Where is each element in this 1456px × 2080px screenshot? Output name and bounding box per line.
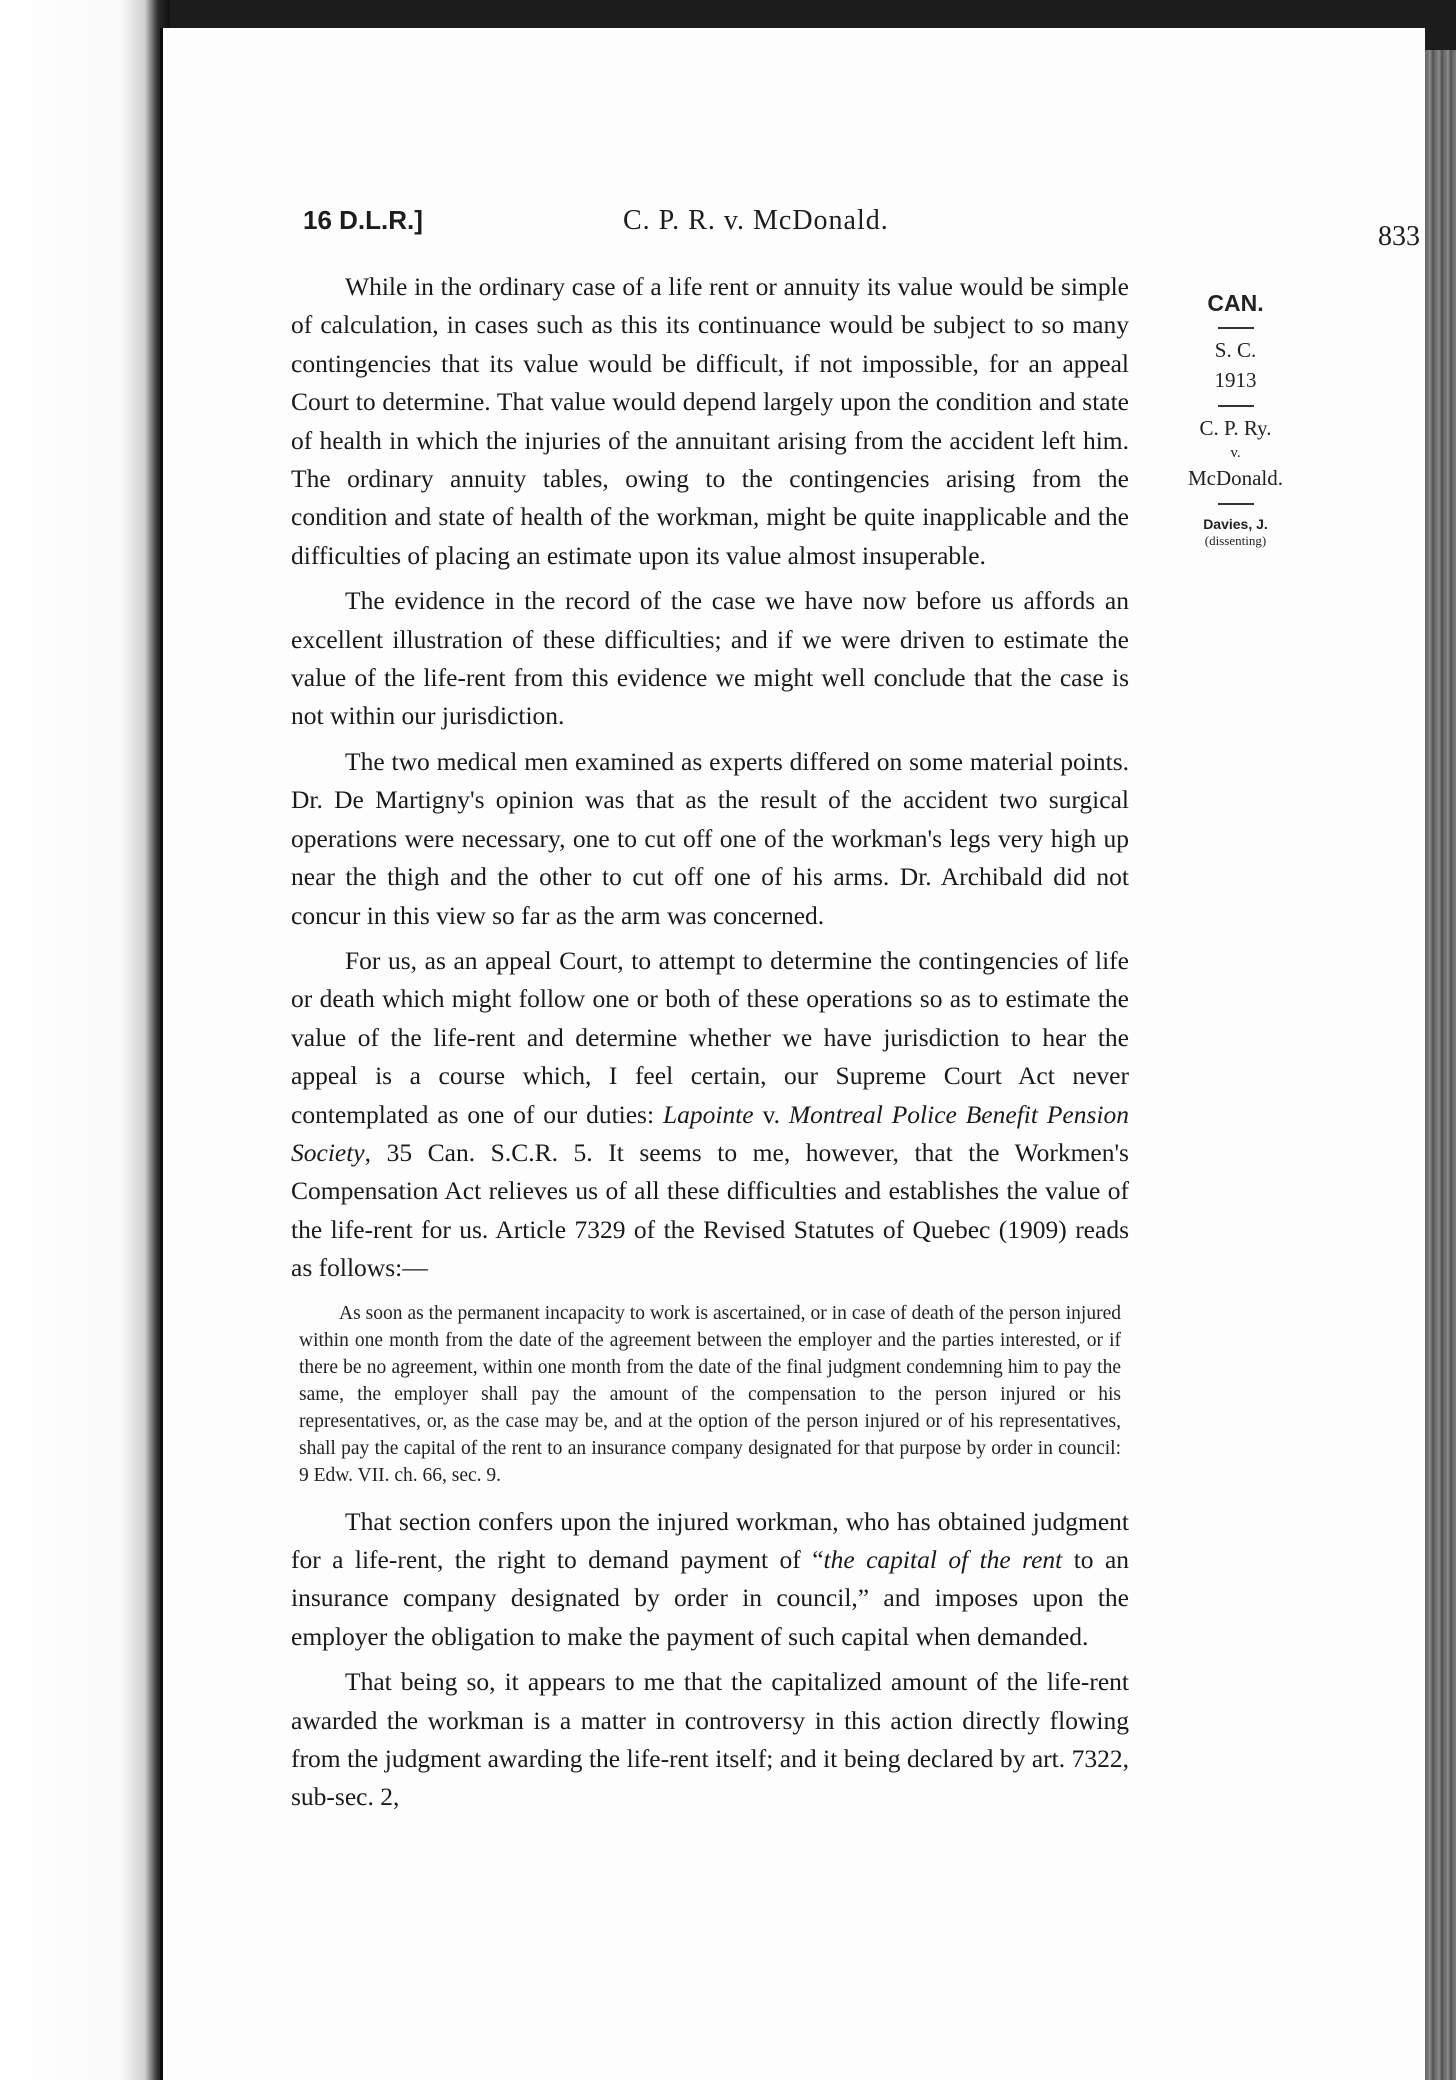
page-number: 833 (1378, 221, 1420, 252)
paragraph: The evidence in the record of the case we have now before us affords an excellent illustration of these difficulties; and if we were driven to estimate the value of the life-rent from this evidence we might well conclude that the case is not within our jurisdiction. (291, 586, 1129, 731)
versus-text: v. (753, 1099, 789, 1129)
margin-versus: v. (1230, 445, 1241, 461)
margin-party-1: C. P. Ry. (1199, 416, 1272, 440)
judgment-text (291, 268, 1129, 1824)
paragraph-text: For us, as an appeal Court, to attempt to determine the contingencies of life or death which might follow one or both of these operations so as to estimate the value of the life-rent and determine whether we have jurisdiction to hear the appeal is a course which, I feel certain, our Supreme Court Act never contemplated as one of our duties: (291, 945, 1129, 1129)
margin-year: 1913 (1214, 368, 1257, 392)
case-citation-name: Lapointe (662, 1099, 754, 1129)
running-header (303, 203, 1433, 252)
statute-quotation: As soon as the permanent incapacity to work is ascertained, or in case of death of the person injured within one month from the date of the agreement between the employer and the parties interested, or if there be no agreement, within one month from the date of the final judgment condemning him to pay the same, the employer shall pay the amount of the compensation to the person injured or his representatives, or, as the case may be, and at the option of the person injured or of his representatives, shall pay the capital of the rent to an insurance company designated for that purpose by order in council: 9 Edw. VII. ch. 66, sec. 9. (299, 1302, 1121, 1486)
case-citation-name: Montreal Police Benefit Pension Society (291, 1099, 1129, 1167)
quoted-phrase: the capital of the rent (823, 1544, 1063, 1574)
margin-notes (1163, 290, 1308, 549)
margin-note: (dissenting) (1204, 533, 1267, 548)
paragraph-text: , 35 Can. S.C.R. 5. It seems to me, however, that the Workmen's Compensation Act relieves us of all these difficulties and establishes the value of the life-rent for us. Article 7329 of the Revised Statutes of Quebec (1909) reads as follows:— (291, 1137, 1129, 1283)
previous-page-edge (0, 0, 170, 2080)
margin-judge: Davies, J. (1203, 516, 1268, 532)
margin-party-2: McDonald. (1187, 466, 1284, 490)
book-page (160, 28, 1425, 2080)
paragraph: While in the ordinary case of a life rent or annuity its value would be simple of calculation, in cases such as this its continuance would be subject to so many contingencies that its value would be difficult, if not impossible, for an appeal Court to determine. That value would depend largely upon the condition and state of health in which the injuries of the annuitant arising from the accident left him. The ordinary annuity tables, owing to the contingencies arising from the condition and state of health of the workman, might be quite inapplicable and the difficulties of placing an estimate upon its value almost insuperable. (291, 272, 1129, 570)
paragraph: The two medical men examined as experts differed on some material points. Dr. De Martigny's opinion was that as the result of the accident two surgical operations were necessary, one to cut off one of the workman's legs very high up near the thigh and the other to cut off one of his arms. Dr. Archibald did not concur in this view so far as the arm was concerned. (291, 746, 1129, 930)
paragraph (291, 1503, 1129, 1657)
margin-divider (1218, 503, 1254, 505)
paragraph (291, 942, 1129, 1288)
case-title: C. P. R. v. McDonald. (623, 205, 889, 236)
margin-divider (1218, 405, 1254, 407)
paragraph: That being so, it appears to me that the capitalized amount of the life-rent awarded the workman is a matter in controversy in this action directly flowing from the judgment awarding the life-rent itself; and it being declared by art. 7322, sub-sec. 2, (291, 1667, 1129, 1812)
margin-divider (1218, 327, 1254, 329)
margin-court: CAN. (1207, 290, 1264, 316)
paragraph-text: That section confers upon the injured workman, who has obtained judgment for a life-rent, the right to demand payment of “ (291, 1506, 1129, 1574)
volume-reference: 16 D.L.R.] (303, 205, 423, 235)
margin-court-level: S. C. (1214, 338, 1257, 362)
paragraph-text: to an insurance company designated by order in council,” and imposes upon the employer the obligation to make the payment of such capital when demanded. (291, 1544, 1130, 1651)
